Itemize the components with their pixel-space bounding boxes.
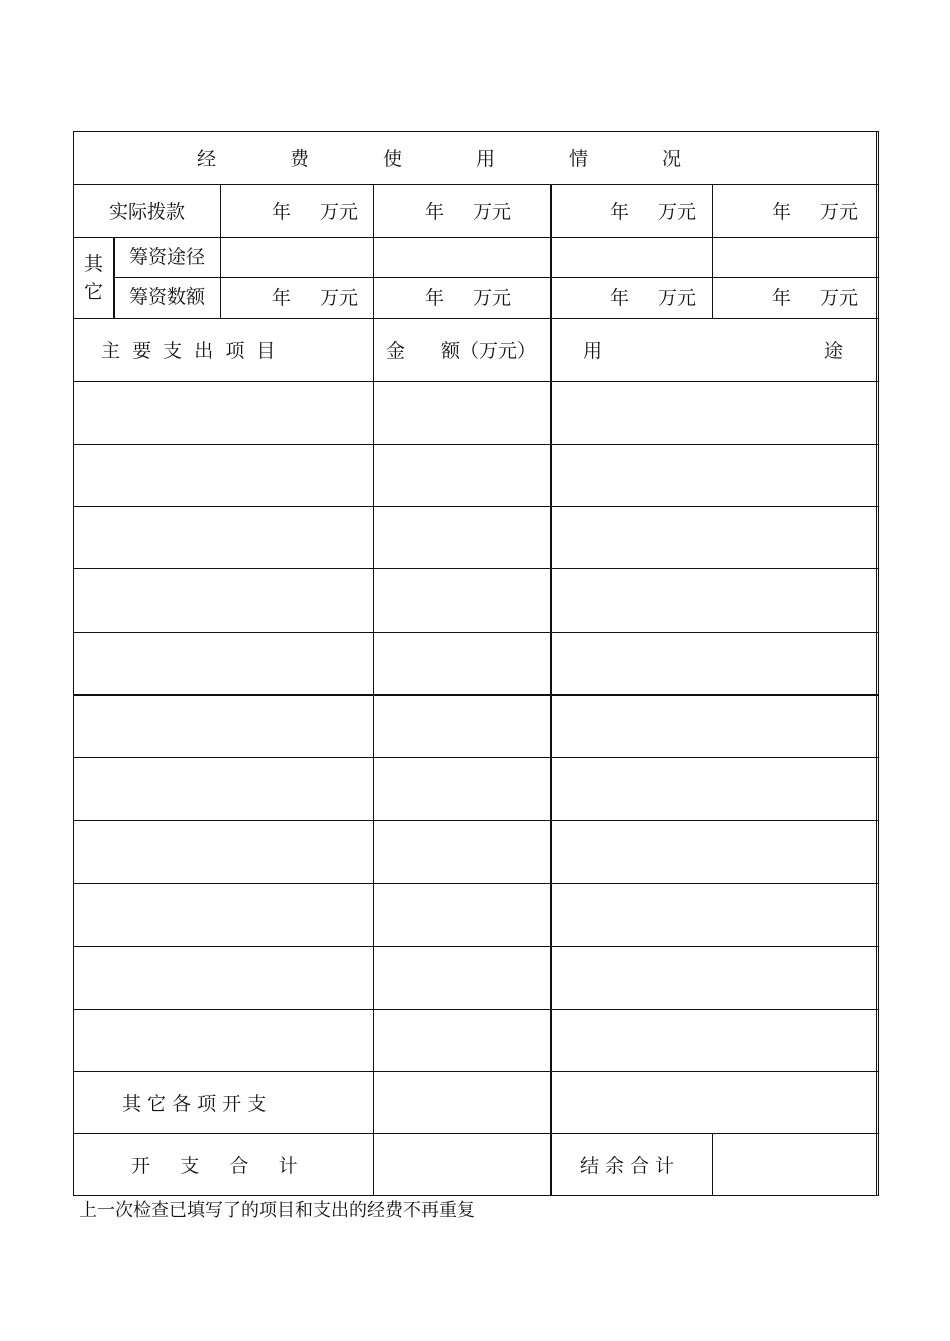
col-line <box>712 184 713 318</box>
main-expense-items-header: 主 要 支 出 项 目 <box>101 340 276 362</box>
title-char: 费 <box>290 148 310 170</box>
year-label: 年 <box>772 287 792 309</box>
row-line <box>73 444 879 445</box>
unit-label: 万元 <box>320 287 359 309</box>
unit-label: 万元 <box>320 201 359 223</box>
row-line <box>73 568 879 569</box>
use-header-yong: 用 <box>583 340 603 362</box>
row-line <box>114 277 879 278</box>
funding-amount-label: 筹资数额 <box>129 286 206 308</box>
row-line <box>73 1009 879 1010</box>
table-border-right-outer <box>878 131 879 1196</box>
amount-header: 额（万元） <box>441 340 537 362</box>
title-char: 情 <box>569 148 589 170</box>
row-line <box>73 820 879 821</box>
col-line <box>712 1133 713 1196</box>
unit-label: 万元 <box>473 201 512 223</box>
title-char: 使 <box>383 148 403 170</box>
footnote: 上一次检查已填写了的项目和支出的经费不再重复 <box>79 1200 475 1221</box>
actual-allocation-label: 实际拨款 <box>109 201 186 223</box>
year-label: 年 <box>610 287 630 309</box>
row-line <box>73 883 879 884</box>
amount-header-jin: 金 <box>386 340 406 362</box>
row-line-bold <box>73 694 879 696</box>
row-line <box>73 506 879 507</box>
row-line <box>73 946 879 947</box>
funding-usage-table <box>73 131 879 1196</box>
year-label: 年 <box>272 287 292 309</box>
year-label: 年 <box>772 201 792 223</box>
other-expenses-label: 其 它 各 项 开 支 <box>122 1093 267 1115</box>
year-label: 年 <box>425 201 445 223</box>
year-label: 年 <box>610 201 630 223</box>
table-border-right <box>876 131 877 1196</box>
unit-label: 万元 <box>658 287 697 309</box>
col-line-bold <box>550 184 552 1196</box>
table-border-bottom <box>73 1195 879 1196</box>
other-label-char: 它 <box>84 281 104 303</box>
balance-total-label: 结 余 合 计 <box>580 1155 675 1177</box>
row-line <box>73 1133 879 1134</box>
unit-label: 万元 <box>473 287 512 309</box>
row-line <box>73 237 879 238</box>
total-expense-label: 开 支 合 计 <box>131 1155 298 1177</box>
year-label: 年 <box>272 201 292 223</box>
title-char: 用 <box>476 148 496 170</box>
use-header-tu: 途 <box>824 340 844 362</box>
col-line <box>220 184 221 318</box>
unit-label: 万元 <box>658 201 697 223</box>
row-line <box>73 381 879 382</box>
other-label-char: 其 <box>84 253 104 275</box>
row-line <box>73 632 879 633</box>
table-border-left <box>73 131 74 1196</box>
row-line <box>73 757 879 758</box>
row-line <box>73 318 879 319</box>
row-line <box>73 184 879 185</box>
unit-label: 万元 <box>820 287 859 309</box>
title-char: 经 <box>197 148 217 170</box>
col-line <box>373 184 374 1196</box>
row-line <box>73 1071 879 1072</box>
unit-label: 万元 <box>820 201 859 223</box>
col-line-other <box>113 237 115 318</box>
funding-route-label: 筹资途径 <box>129 246 206 268</box>
year-label: 年 <box>425 287 445 309</box>
title-char: 况 <box>662 148 682 170</box>
table-border-top <box>73 131 879 132</box>
